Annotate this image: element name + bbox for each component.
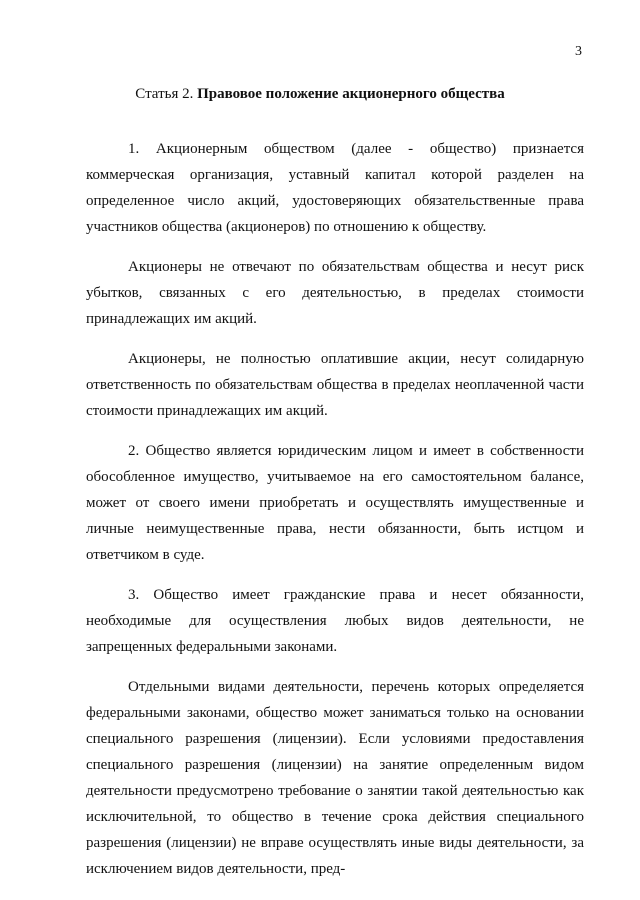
page-number: 3 (575, 44, 582, 59)
document-body (86, 136, 584, 896)
article-heading (0, 86, 640, 103)
paragraph: Отдельными видами деятельности, перечень которых определяется федеральными законами, общество может заниматься только на основании специального разрешения (лицензии). Если условиями предоставления специального разрешения (лицензии) на занятие определенным видом деятельности предусмотрено требование о занятии такой деятельностью как исключительной, то общество в течение срока действия специального разрешения (лицензии) не вправе осуществлять иные виды деятельности, за исключением видов деятельности, пред- (86, 679, 584, 877)
paragraph: 1. Акционерным обществом (далее - общество) признается коммерческая организация, уставный капитал которой разделен на определенное число акций, удостоверяющих обязательственные права участников общества (акционеров) по отношению к обществу. (86, 141, 584, 235)
paragraph: 3. Общество имеет гражданские права и несет обязанности, необходимые для осуществления любых видов деятельности, не запрещенных федеральными законами. (86, 587, 584, 655)
paragraph: Акционеры, не полностью оплатившие акции, несут солидарную ответственность по обязательствам общества в пределах неоплаченной части стоимости принадлежащих им акций. (86, 351, 584, 419)
article-title: Правовое положение акционерного общества (197, 86, 505, 102)
paragraph: 2. Общество является юридическим лицом и имеет в собственности обособленное имущество, учитываемое на его самостоятельном балансе, может от своего имени приобретать и осуществлять имущественные и личные неимущественные права, нести обязанности, быть истцом и ответчиком в суде. (86, 443, 584, 563)
article-number: Статья 2. (135, 86, 194, 102)
paragraph: Акционеры не отвечают по обязательствам общества и несут риск убытков, связанных с его деятельностью, в пределах стоимости принадлежащих им акций. (86, 259, 584, 327)
